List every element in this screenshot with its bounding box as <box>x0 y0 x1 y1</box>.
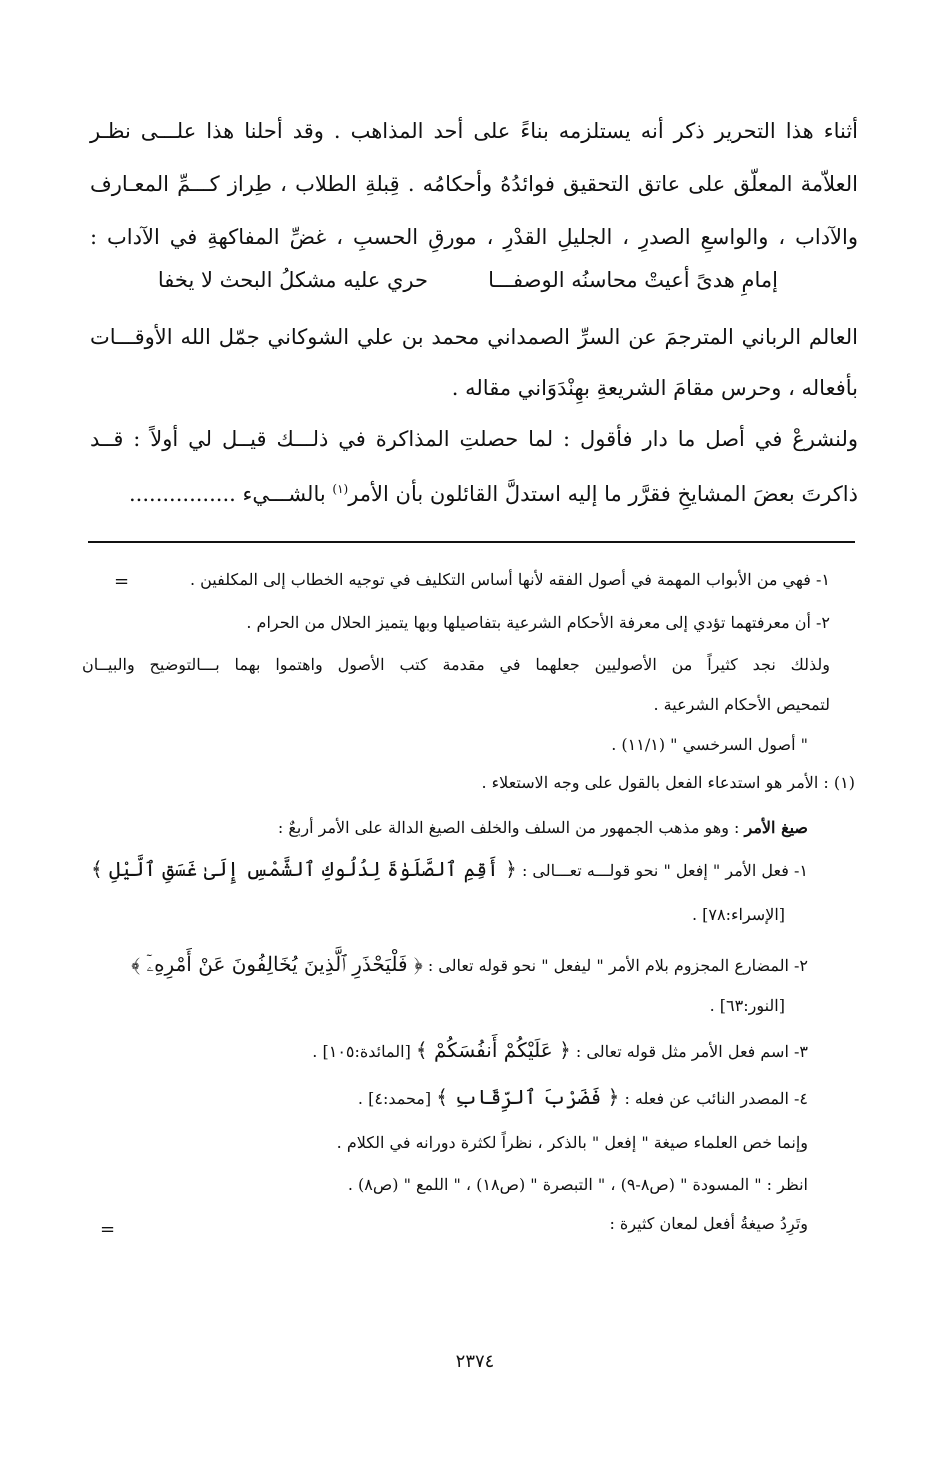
amr-form-1-text: ١- فعل الأمر " إفعل " نحو قولـــه تعـــالى : <box>521 861 808 880</box>
main-text-line-7-end: بالشـــيء ................ <box>129 482 326 506</box>
verse-first-hemistich: إمامِ هدىً أعيتْ محاسنُه الوصفـــا <box>488 268 778 292</box>
continues-next-page-mark: = <box>100 1219 116 1240</box>
footnote-line-4: لتمحيص الأحكام الشرعية . <box>653 695 830 714</box>
closing-line-2: انظر : " المسودة " (ص٨-٩) ، " التبصرة " (ص١٨) ، " اللمع " (ص٨) . <box>347 1175 808 1194</box>
footnote-source: " أصول السرخسي " (١١/١) . <box>611 735 808 754</box>
quran-verse-muhammad: ﴿ فَضَرْبَ ٱلرِّقَابِ ﴾ <box>436 1085 620 1109</box>
amr-form-2-reference: [النور:٦٣] . <box>709 996 785 1015</box>
footnote-reference: (١) <box>332 482 349 496</box>
amr-form-4 <box>358 1084 808 1112</box>
amr-form-2-text: ٢- المضارع المجزوم بلام الأمر " ليفعل " نحو قوله تعالى : <box>427 956 808 975</box>
page-number: ٢٣٧٤ <box>455 1351 495 1372</box>
footnote-line-1: ١- فهي من الأبواب المهمة في أصول الفقه لأنها أساس التكليف في توجيه الخطاب إلى المكلفين . <box>189 570 830 589</box>
main-text-line-4: العالم الرباني المترجمَ عن السرِّ الصمداني محمد بن علي الشوكاني جمّل الله الأوقـــات <box>90 325 858 349</box>
quran-verse-nur: ﴿ فَلْيَحْذَرِ ٱلَّذِينَ يُخَالِفُونَ عَنْ أَمْرِهِۦٓ ﴾ <box>131 952 423 976</box>
amr-form-4-reference: [محمد:٤] . <box>357 1089 432 1108</box>
verse-second-hemistich: حري عليه مشكلُ البحث لا يخفا <box>157 268 428 292</box>
main-text-line-1: أثناء هذا التحرير ذكر أنه يستلزمه بناءً على أحد المذاهب . وقد أحلنا هذا علـــى نظـر <box>90 119 858 143</box>
amr-form-4-text: ٤- المصدر النائب عن فعله : <box>624 1089 808 1108</box>
quran-verse-maidah: ﴿ عَلَيْكُمْ أَنفُسَكُمْ ﴾ <box>415 1038 571 1062</box>
amr-forms-heading <box>278 815 808 841</box>
footnote-1-definition: (١) : الأمر هو استدعاء الفعل بالقول على وجه الاستعلاء . <box>481 773 855 792</box>
closing-line-1: وإنما خص العلماء صيغة " إفعل " بالذكر ، نظراً لكثرة دورانه في الكلام . <box>336 1133 808 1152</box>
main-text-line-7 <box>90 474 858 509</box>
amr-form-3 <box>312 1037 808 1065</box>
footnote-divider <box>88 541 855 543</box>
main-text-line-7-start: ذاكرتَ بعضَ المشايخِ فقرَّر ما إليه استدلَّ القائلون بأن الأمر <box>348 482 858 506</box>
amr-forms-label: صيغ الأمر <box>744 818 808 837</box>
poetry-verse <box>90 268 858 302</box>
quran-verse-isra: ﴿ أَقِمِ ٱلصَّلَوٰةَ لِدُلُوكِ ٱلشَّمْسِ إِلَىٰ غَسَقِ ٱلَّيْلِ ﴾ <box>90 857 517 881</box>
amr-form-1-reference: [الإسراء:٧٨] . <box>691 905 785 924</box>
closing-line-3: وتَرِدُ صيغةُ أفعل لمعان كثيرة : <box>609 1214 808 1233</box>
continued-from-previous-mark: = <box>114 571 130 592</box>
main-text-line-5: بأفعاله ، وحرس مقامَ الشريعةِ بهِنْدَوَاني مقاله . <box>451 376 858 400</box>
amr-form-1 <box>91 856 808 884</box>
main-text-line-3: والآداب ، والواسعِ الصدرِ ، الجليلِ القدْرِ ، مورقِ الحسبِ ، غضِّ المفاكهةِ في الآداب : <box>90 225 858 249</box>
main-text-line-2: العلاّمة المعلّق على عاتق التحقيق فوائدُهُ وأحكامُه . قِبلةِ الطلاب ، طِراز كـــمِّ المعـارف <box>90 172 858 196</box>
amr-form-3-text: ٣- اسم فعل الأمر مثل قوله تعالى : <box>575 1042 808 1061</box>
amr-forms-text: : وهو مذهب الجمهور من السلف والخلف الصيغ الدالة على الأمر أربعٌ : <box>277 818 740 837</box>
footnote-line-2: ٢- أن معرفتهما تؤدي إلى معرفة الأحكام الشرعية بتفاصيلها وبها يتميز الحلال من الحرام . <box>246 613 830 632</box>
footnote-line-3: ولذلك نجد كثيراً من الأصوليين جعلهما في مقدمة كتب الأصول واهتموا بهما بـــالتوضيح والبيــان <box>82 655 830 674</box>
main-text-line-6: ولنشرعْ في أصل ما دار فأقول : لما حصلتِ المذاكرة في ذلـــك قيــل لي أولاً : قــد <box>90 427 858 451</box>
amr-form-3-reference: [المائدة:١٠٥] . <box>312 1042 411 1061</box>
amr-form-2 <box>131 951 808 979</box>
